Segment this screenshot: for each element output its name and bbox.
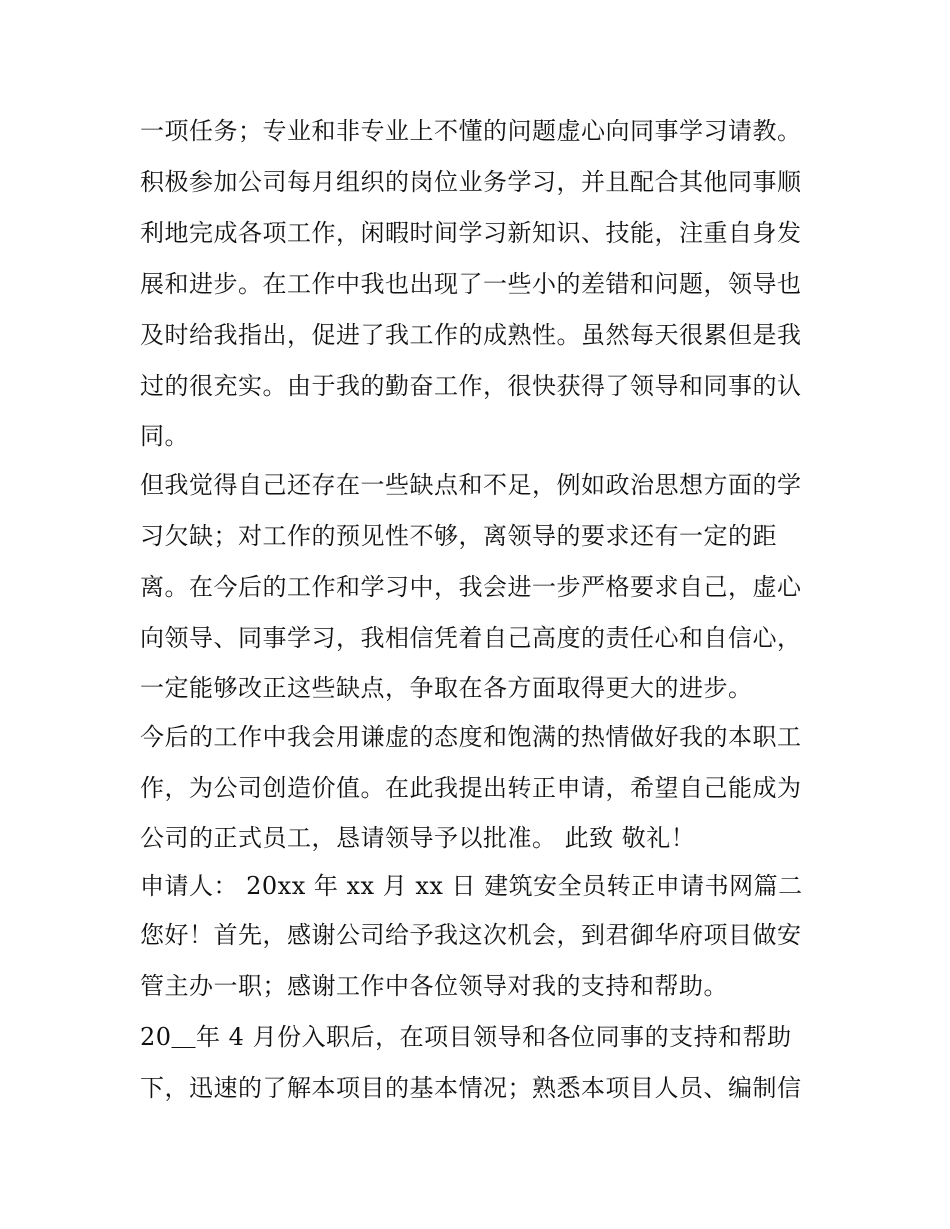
text-line: 过的很充实。由于我的勤奋工作，很快获得了领导和同事的认: [140, 372, 802, 400]
text-line: 一项任务；专业和非专业上不懂的问题虚心向同事学习请教。: [140, 117, 802, 145]
document-body: [140, 106, 840, 1114]
text-line: 作，为公司创造价值。在此我提出转正申请，希望自己能成为: [140, 774, 802, 802]
text-line: 利地完成各项工作，闲暇时间学习新知识、技能，注重自身发: [140, 219, 802, 247]
text-line: 但我觉得自己还存在一些缺点和不足，例如政治思想方面的学: [140, 471, 802, 499]
text-line: 同。: [140, 422, 189, 450]
text-line: 向领导、同事学习，我相信凭着自己高度的责任心和自信心，: [140, 624, 802, 652]
text-line: 离。在今后的工作和学习中，我会进一步严格要求自己，虚心: [140, 573, 802, 601]
text-line: 习欠缺；对工作的预见性不够，离领导的要求还有一定的距: [140, 522, 777, 550]
text-line: 下，迅速的了解本项目的基本情况；熟悉本项目人员、编制信: [140, 1074, 802, 1102]
text-line: 及时给我指出，促进了我工作的成熟性。虽然每天很累但是我: [140, 321, 802, 349]
text-line: 管主办一职；感谢工作中各位领导对我的支持和帮助。: [140, 972, 728, 1000]
text-line: 一定能够改正这些缺点，争取在各方面取得更大的进步。: [140, 674, 753, 702]
text-line: 展和进步。在工作中我也出现了一些小的差错和问题，领导也: [140, 270, 802, 298]
text-line: 今后的工作中我会用谦虚的态度和饱满的热情做好我的本职工: [140, 723, 802, 751]
text-line: 申请人： 20xx 年 xx 月 xx 日 建筑安全员转正申请书网篇二: [140, 872, 803, 900]
text-line: 积极参加公司每月组织的岗位业务学习，并且配合其他同事顺: [140, 168, 802, 196]
text-line: 您好！首先，感谢公司给予我这次机会，到君御华府项目做安: [140, 921, 802, 949]
text-line: 20＿年 4 月份入职后，在项目领导和各位同事的支持和帮助: [140, 1023, 792, 1051]
text-line: 公司的正式员工，恳请领导予以批准。 此致 敬礼！: [140, 824, 696, 852]
